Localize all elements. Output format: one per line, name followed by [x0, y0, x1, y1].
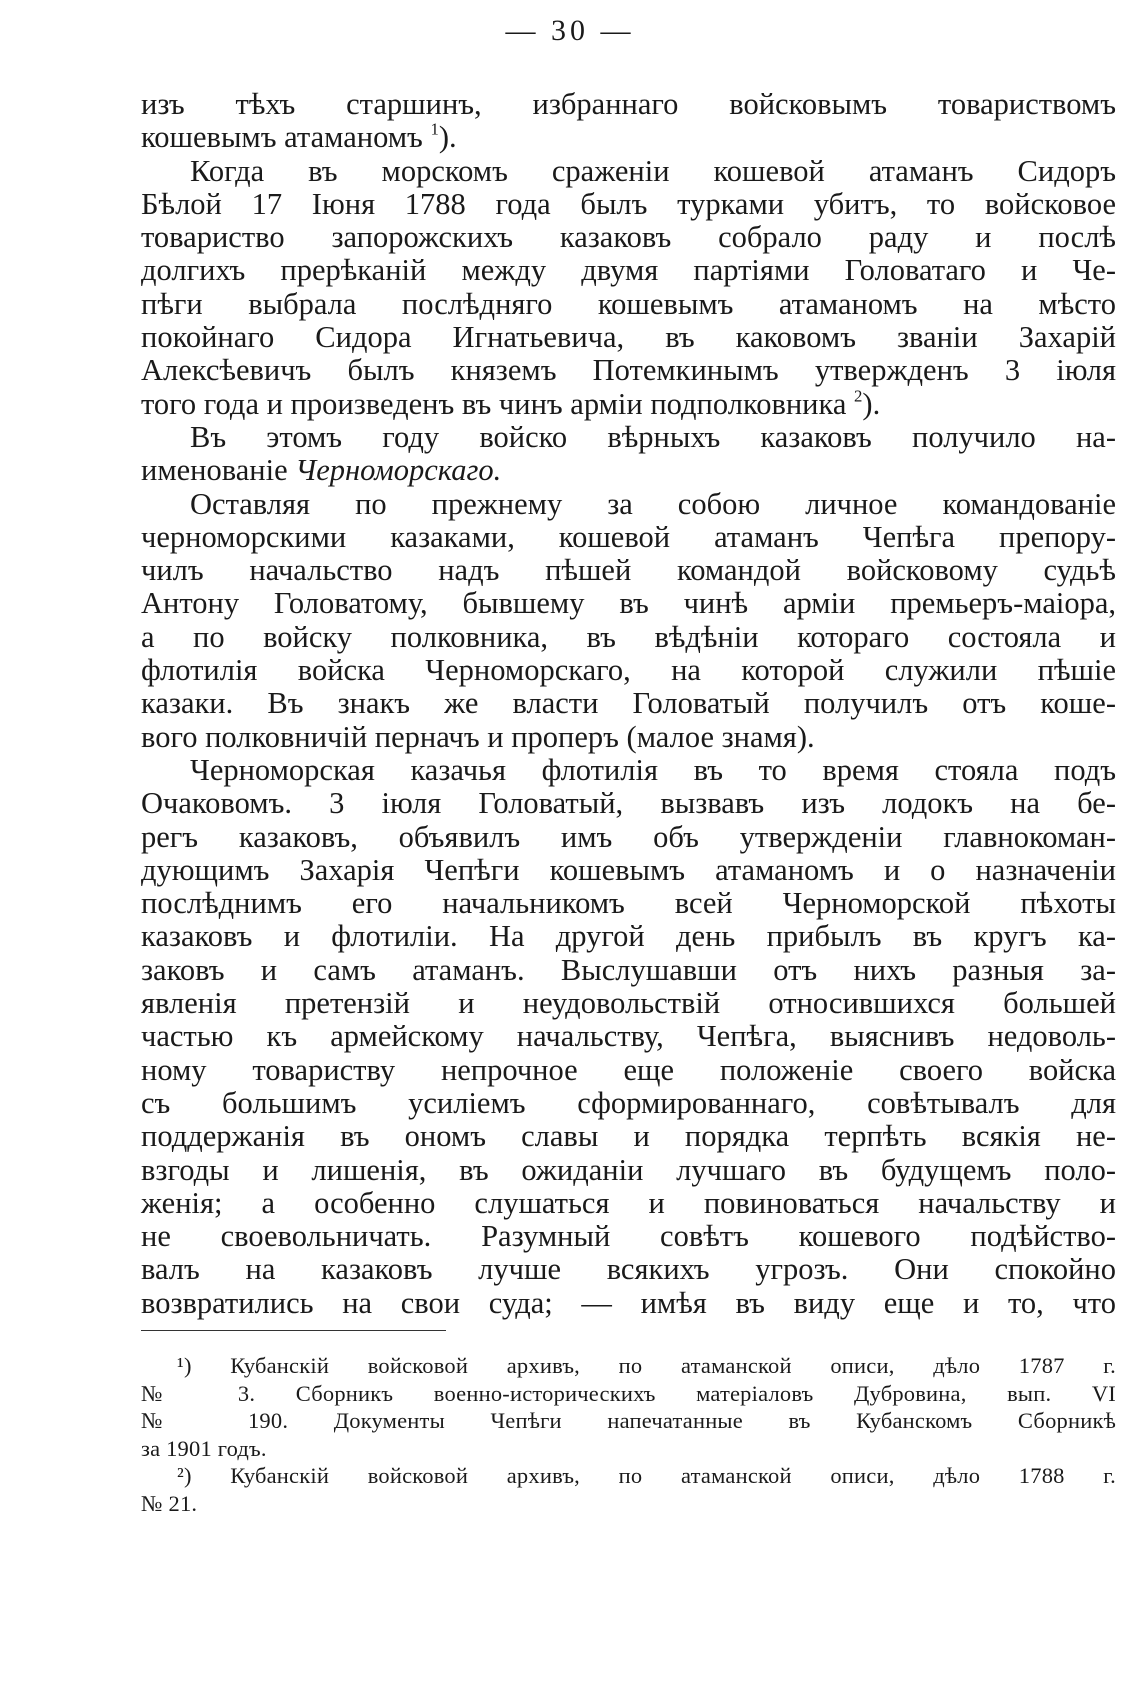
footnote-line: ¹) Кубанскій войсковой архивъ, по атаманской описи, дѣло 1787 г.	[177, 1353, 1116, 1378]
text-line: регъ казаковъ, объявилъ имъ объ утвержденіи главнокоман-	[141, 819, 1116, 854]
footnote-line: за 1901 годъ.	[141, 1435, 267, 1461]
text-line: валъ на казаковъ лучше всякихъ угрозъ. Они спокойно	[141, 1252, 1116, 1287]
text-line: явленія претензій и неудовольствій относившихся большей	[141, 986, 1116, 1021]
footnote-divider	[141, 1330, 446, 1331]
text-line: казаковъ и флотиліи. На другой день прибылъ въ кругъ ка-	[141, 919, 1116, 954]
footnotes	[141, 1352, 1116, 1517]
body-text	[141, 88, 1116, 1320]
text-line: съ большимъ усиліемъ сформированнаго, совѣтывалъ для	[141, 1085, 1116, 1120]
text-line: Очаковомъ. 3 іюля Головатый, вызвавъ изъ лодокъ на бе-	[141, 786, 1116, 821]
text-line: поддержанія въ ономъ славы и порядка терпѣть всякія не-	[141, 1119, 1116, 1154]
text-line: товариство запорожскихъ казаковъ собрало раду и послѣ	[141, 220, 1116, 255]
text-fragment: именованіе	[141, 453, 288, 488]
footnote-line: № 3. Сборникъ военно-историческихъ матеріаловъ Дубровина, вып. VI	[141, 1380, 1116, 1406]
text-line: вого полковничій перначъ и проперъ (малое знамя).	[141, 719, 815, 754]
text-fragment: кошевымъ атаманомъ	[141, 120, 423, 155]
text-line: черноморскими казаками, кошевой атаманъ Чепѣга препору-	[141, 519, 1116, 554]
text-line: послѣднимъ его начальникомъ всей Черноморской пѣхоты	[141, 886, 1116, 921]
text-line: Антону Головатому, бывшему въ чинѣ арміи премьеръ-маіора,	[141, 586, 1116, 621]
text-line: Алексѣевичъ былъ княземъ Потемкинымъ утвержденъ 3 іюля	[141, 353, 1116, 388]
text-fragment: того года и произведенъ въ чинъ арміи подполковника	[141, 386, 847, 421]
text-line: не своевольничать. Разумный совѣтъ кошевого подѣйство-	[141, 1219, 1116, 1254]
paragraph-start-line: Въ этомъ году войско вѣрныхъ казаковъ получило на-	[190, 419, 1116, 454]
text-line: заковъ и самъ атаманъ. Выслушавши отъ нихъ разныя за-	[141, 952, 1116, 987]
footnote-ref: 2	[854, 386, 863, 406]
text-fragment: ).	[438, 120, 457, 155]
footnote-line: № 21.	[141, 1490, 198, 1516]
text-line: частью къ армейскому начальству, Чепѣга, выяснивъ недоволь-	[141, 1019, 1116, 1054]
text-line: взгоды и лишенія, въ ожиданіи лучшаго въ будущемъ поло-	[141, 1152, 1116, 1187]
footnote-ref: 1	[430, 119, 439, 139]
text-fragment: ).	[862, 386, 881, 421]
text-line: изъ тѣхъ старшинъ, избраннаго войсковымъ товариствомъ	[141, 87, 1116, 121]
text-line: казаки. Въ знакъ же власти Головатый получилъ отъ коше-	[141, 686, 1116, 721]
text-line: Бѣлой 17 Іюня 1788 года былъ турками убитъ, то войсковое	[141, 186, 1116, 221]
text-line: долгихъ прерѣканій между двумя партіями Головатаго и Че-	[141, 253, 1116, 288]
italic-term: Черноморскаго.	[295, 453, 502, 488]
footnote-line: ²) Кубанскій войсковой архивъ, по атаманской описи, дѣло 1788 г.	[177, 1463, 1116, 1488]
text-line: ному товариству непрочное еще положеніе своего войска	[141, 1052, 1116, 1087]
page-number: — 30 —	[505, 14, 635, 47]
text-line	[141, 121, 1116, 154]
text-line: возвратились на свои суда; — имѣя въ виду еще и то, что	[141, 1285, 1116, 1320]
footnote-line: № 190. Документы Чепѣги напечатанные въ Кубанскомъ Сборникѣ	[141, 1408, 1116, 1433]
text-line: чилъ начальство надъ пѣшей командой войсковому судьѣ	[141, 553, 1116, 588]
text-line	[141, 388, 1116, 421]
paragraph-start-line: Оставляя по прежнему за собою личное командованіе	[190, 486, 1116, 521]
paragraph-start-line: Черноморская казачья флотилія въ то время стояла подъ	[190, 752, 1116, 787]
text-line: флотилія войска Черноморскаго, на которой служили пѣшіе	[141, 653, 1116, 688]
text-line: пѣги выбрала послѣдняго кошевымъ атаманомъ на мѣсто	[141, 286, 1116, 321]
text-line: дующимъ Захарія Чепѣги кошевымъ атаманомъ и о назначеніи	[141, 852, 1116, 887]
text-line: женія; а особенно слушаться и повиноваться начальству и	[141, 1185, 1116, 1220]
paragraph-start-line: Когда въ морскомъ сраженіи кошевой атаманъ Сидоръ	[190, 153, 1116, 188]
text-line: а по войску полковника, въ вѣдѣніи котораго состояла и	[141, 619, 1116, 654]
text-line: покойнаго Сидора Игнатьевича, въ каковомъ званіи Захарій	[141, 320, 1116, 355]
text-line	[141, 454, 1116, 487]
